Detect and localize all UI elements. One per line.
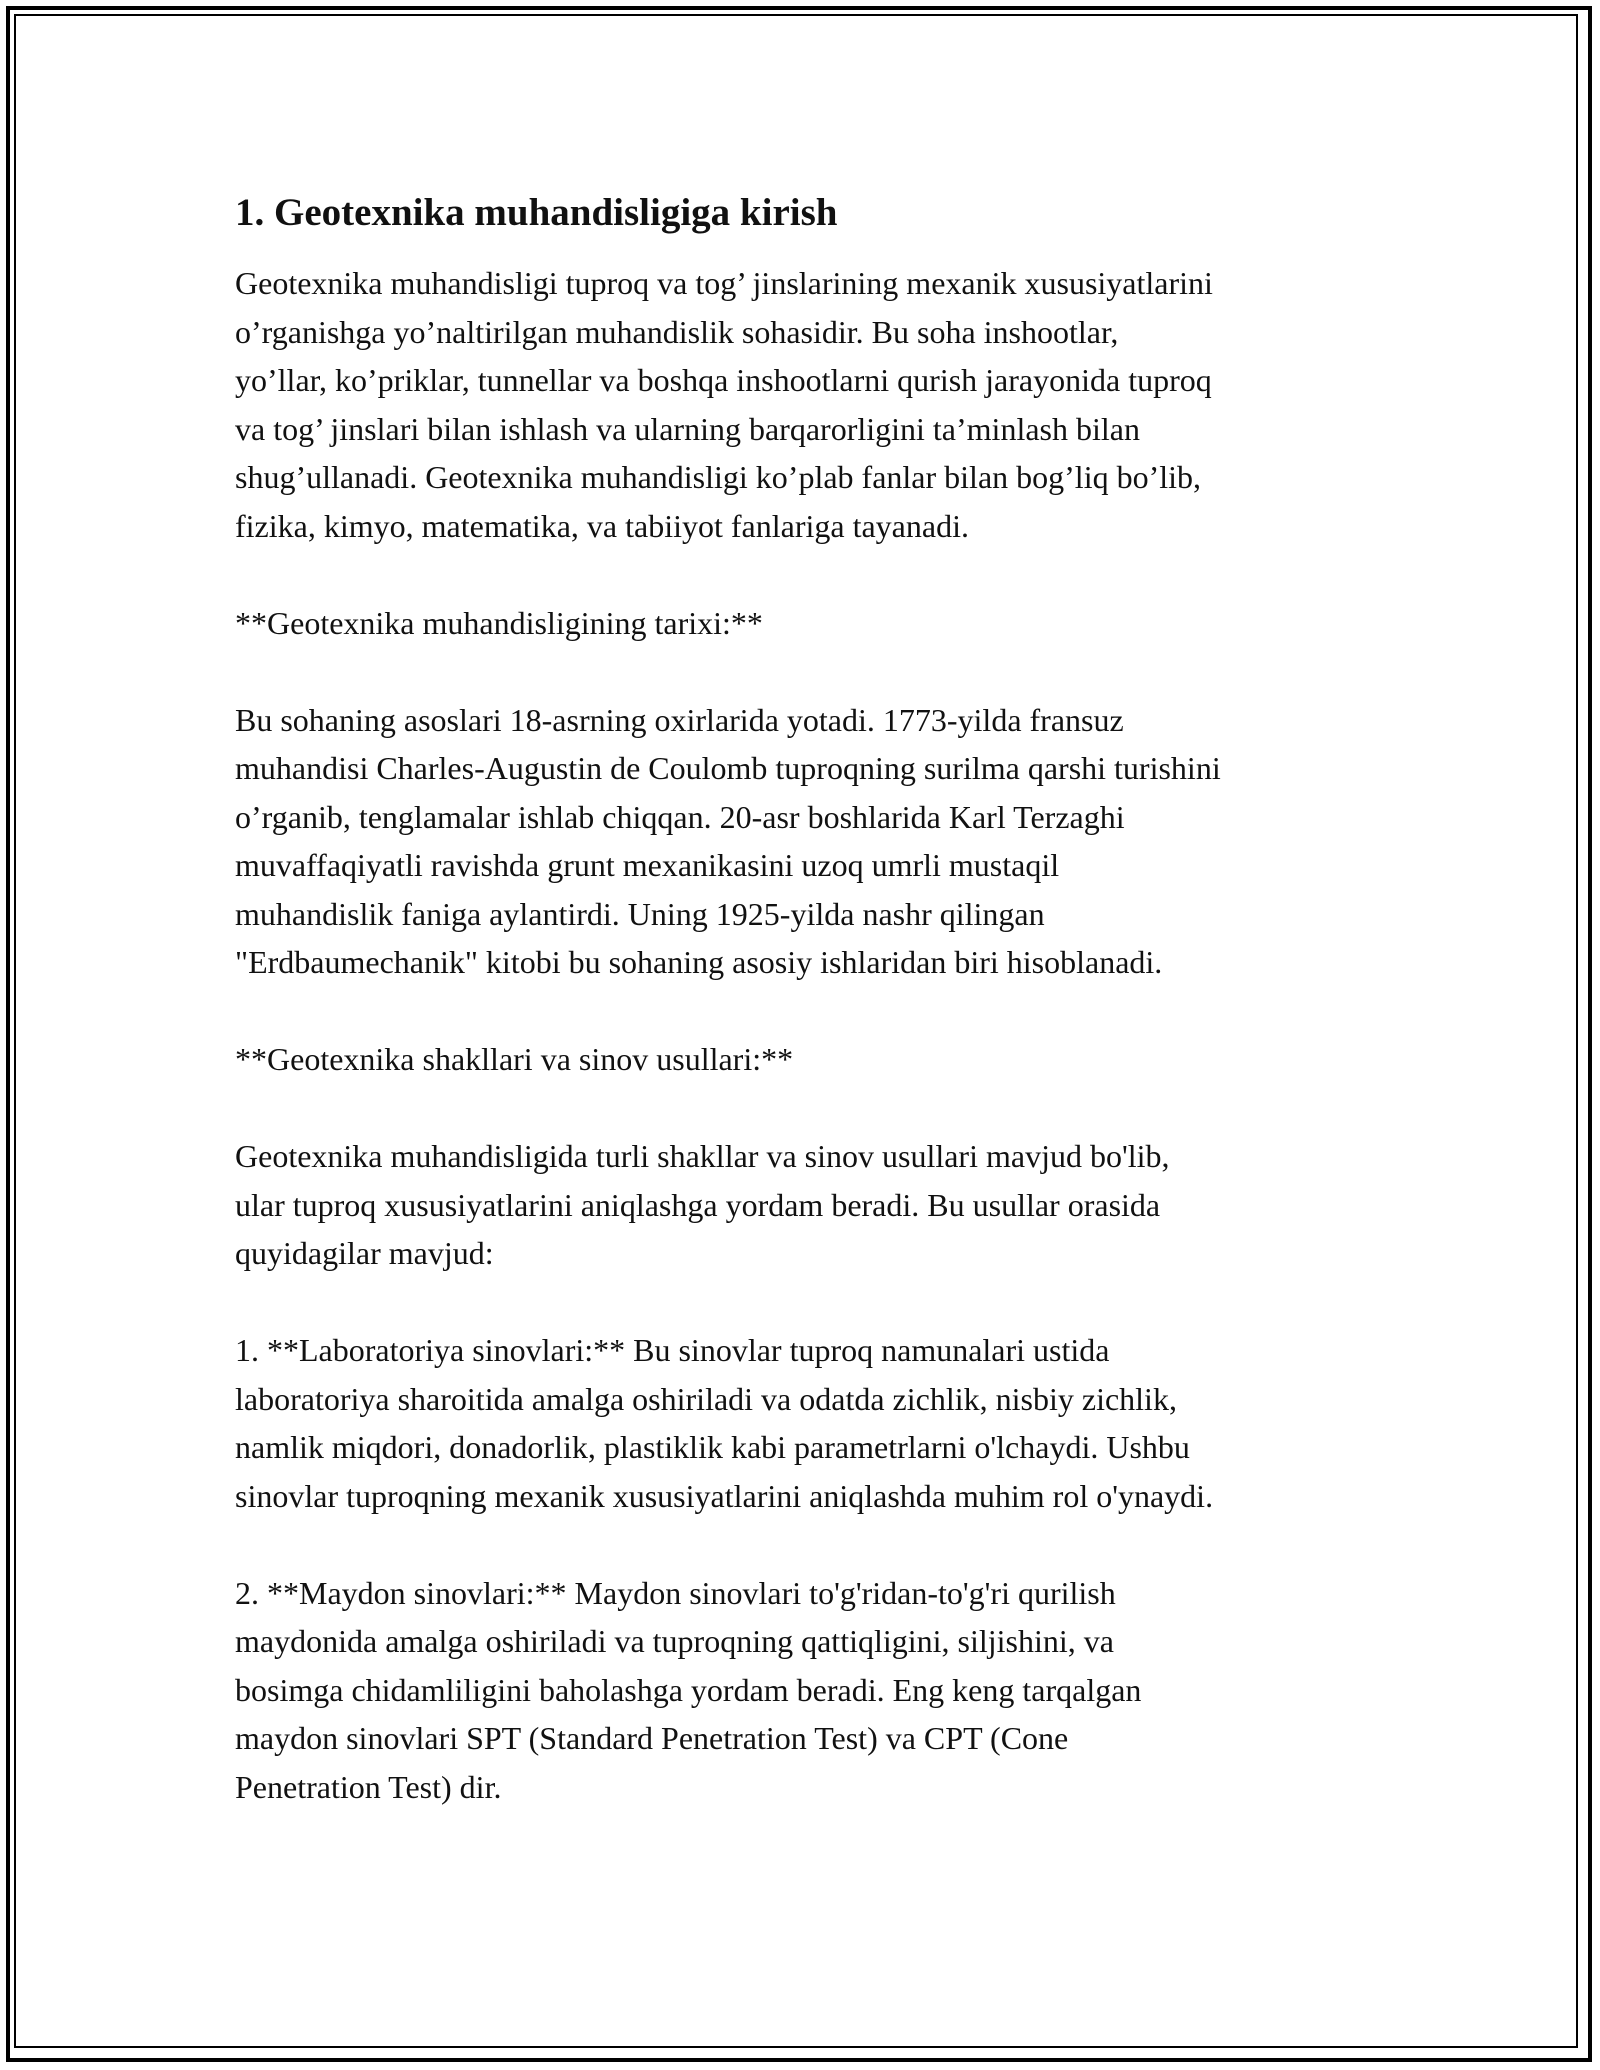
document-body [235, 186, 1395, 1811]
laboratory-tests-item: 1. **Laboratoriya sinovlari:** Bu sinovlar tuproq namunalari ustida laboratoriya sharoitida amalga oshiriladi va odatda zichlik, nisbiy zichlik, namlik miqdori, donadorlik, plastiklik kabi parametrlarni o'lchaydi. Ushbu sinovlar tuproqning mexanik xususiyatlarini aniqlashda muhim rol o'ynaydi. [235, 1332, 1214, 1514]
intro-paragraph: Geotexnika muhandisligi tuproq va tog’ jinslarining mexanik xususiyatlarini o’rganishga yo’naltirilgan muhandislik sohasidir. Bu soha inshootlar, yo’llar, ko’priklar, tunnellar va boshqa inshootlarni qurish jarayonida tuproq va tog’ jinslari bilan ishlash va ularning barqarorligini ta’minlash bilan shug’ullanadi. Geotexnika muhandisligi ko’plab fanlar bilan bog’liq bo’lib, fizika, kimyo, matematika, va tabiiyot fanlariga tayanadi. [235, 265, 1213, 544]
methods-heading: **Geotexnika shakllari va sinov usullari:** [235, 1041, 794, 1077]
methods-paragraph: Geotexnika muhandisligida turli shakllar va sinov usullari mavjud bo'lib, ular tuproq xususiyatlarini aniqlashga yordam beradi. Bu usullar orasida quyidagilar mavjud: [235, 1138, 1170, 1271]
document-title: 1. Geotexnika muhandisligiga kirish [235, 191, 838, 234]
history-paragraph: Bu sohaning asoslari 18-asrning oxirlarida yotadi. 1773-yilda fransuz muhandisi Charles-Augustin de Coulomb tuproqning surilma qarshi turishini o’rganib, tenglamalar ishlab chiqqan. 20-asr boshlarida Karl Terzaghi muvaffaqiyatli ravishda grunt mexanikasini uzoq umrli mustaqil muhandislik faniga aylantirdi. Uning 1925-yilda nashr qilingan "Erdbaumechanik" kitobi bu sohaning asosiy ishlaridan biri hisoblanadi. [235, 701, 1221, 980]
field-tests-item: 2. **Maydon sinovlari:** Maydon sinovlari to'g'ridan-to'g'ri qurilish maydonida amalga oshiriladi va tuproqning qattiqligini, siljishini, va bosimga chidamliligini baholashga yordam beradi. Eng keng tarqalgan maydon sinovlari SPT (Standard Penetration Test) va CPT (Cone Penetration Test) dir. [235, 1574, 1142, 1805]
history-heading: **Geotexnika muhandisligining tarixi:** [235, 604, 763, 641]
